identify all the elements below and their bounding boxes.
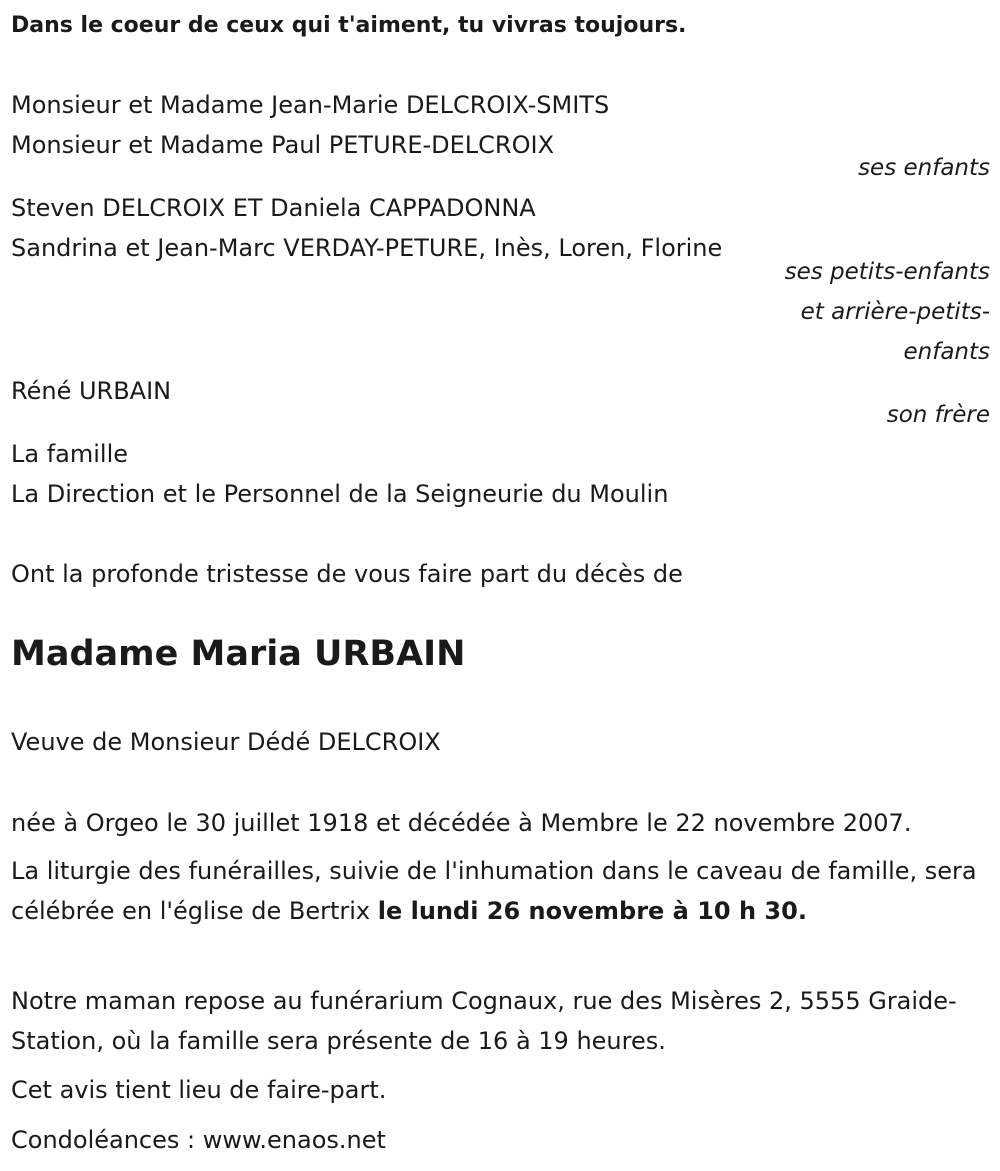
child-name-2: Monsieur et Madame Paul PETURE-DELCROIX bbox=[11, 131, 555, 159]
grandchildren-role-line-2: et arrière-petits- bbox=[800, 299, 990, 325]
grandchild-name-1: Steven DELCROIX ET Daniela CAPPADONNA bbox=[11, 194, 536, 222]
staff-line: La Direction et le Personnel de la Seigneurie du Moulin bbox=[11, 480, 669, 508]
condolences: Condoléances : www.enaos.net bbox=[11, 1126, 386, 1154]
grandchildren-role-line-1: ses petits-enfants bbox=[784, 259, 990, 285]
brother-name: Réné URBAIN bbox=[11, 377, 172, 405]
birth-death: née à Orgeo le 30 juillet 1918 et décédée à Membre le 22 novembre 2007. bbox=[11, 809, 912, 837]
viewing-paragraph: Notre maman repose au funérarium Cognaux, rue des Misères 2, 5555 Graide-Station, où la famille sera présente de 16 à 19 heures. bbox=[11, 987, 957, 1055]
epigraph: Dans le coeur de ceux qui t'aiment, tu vivras toujours. bbox=[11, 13, 687, 38]
grandchildren-role-line-3: enfants bbox=[903, 339, 990, 365]
widow-of: Veuve de Monsieur Dédé DELCROIX bbox=[11, 728, 441, 756]
brother-role: son frère bbox=[886, 402, 990, 428]
notice: Cet avis tient lieu de faire-part. bbox=[11, 1076, 387, 1104]
family-line: La famille bbox=[11, 440, 129, 468]
announcement: Ont la profonde tristesse de vous faire part du décès de bbox=[11, 560, 683, 588]
funeral-paragraph bbox=[11, 851, 996, 931]
deceased-name: Madame Maria URBAIN bbox=[11, 634, 466, 674]
child-name-1: Monsieur et Madame Jean-Marie DELCROIX-SMITS bbox=[11, 91, 610, 119]
funeral-text: La liturgie des funérailles, suivie de l'inhumation dans le caveau de famille, sera célébrée en l'église de Bertrix bbox=[11, 857, 977, 925]
funeral-date-time: le lundi 26 novembre à 10 h 30. bbox=[377, 897, 807, 925]
grandchild-name-2: Sandrina et Jean-Marc VERDAY-PETURE, Inès, Loren, Florine bbox=[11, 234, 723, 262]
children-role: ses enfants bbox=[858, 155, 990, 181]
